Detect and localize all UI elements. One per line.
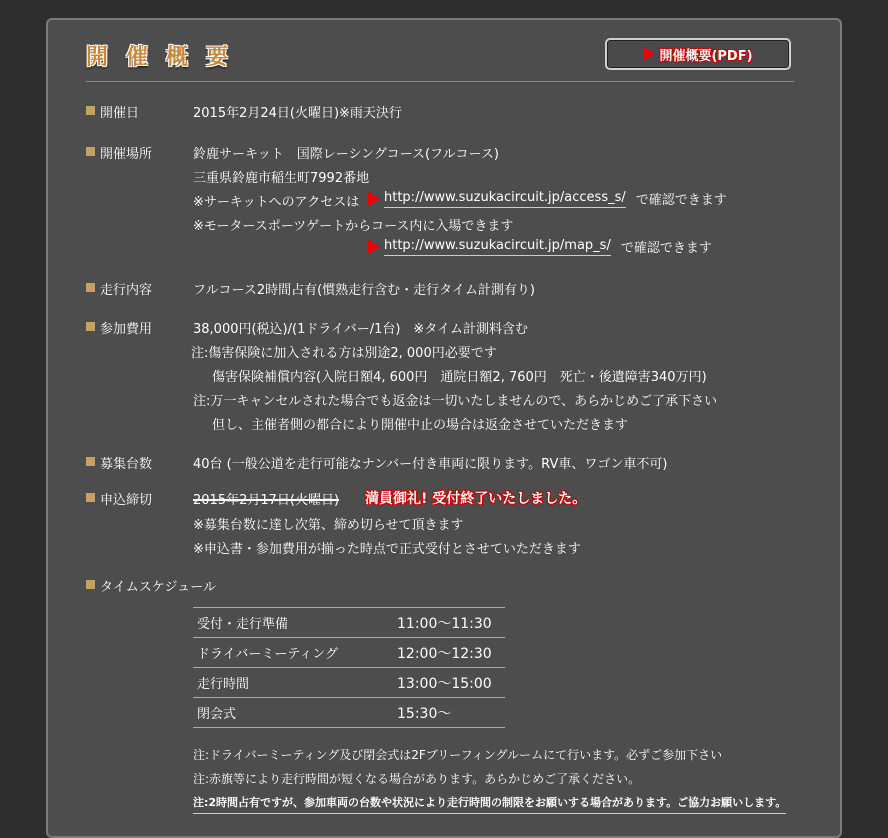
arrow-right-icon [368,240,380,254]
access-prefix: ※サーキットへのアクセスは [193,195,360,210]
schedule-note-limit: 注:2時間占有ですが、参加車両の台数や状況により走行時間の制限をお願いする場合があります。ご協力お願いします。 [193,794,786,814]
access-suffix: で確認できます [635,193,727,208]
schedule-note-briefing: 注:ドライバーミーティング及び閉会式は2Fブリーフィングルームにて行います。必ずご参加下さい [193,748,723,762]
deadline-label: 申込締切 [100,493,153,508]
play-arrow-icon [643,47,655,61]
schedule-time: 15:30〜 [397,698,505,728]
fee-label: 参加費用 [100,322,153,337]
bullet-square-icon [86,322,95,331]
date-value: 2015年2月24日(火曜日)※雨天決行 [193,106,402,121]
schedule-item: ドライバーミーティング [193,638,397,668]
schedule-time: 11:00〜11:30 [397,608,505,638]
fee-note-cancel: 注:万一キャンセルされた場合でも返金は一切いたしませんので、あらかじめご了承下さい [193,394,718,409]
fee-note-coverage: 傷害保険補償内容(入院日額4, 600円 通院日額2, 760円 死亡・後遺障害340万円) [212,370,707,385]
bullet-square-icon [86,580,95,589]
schedule-label: タイムスケジュール [100,580,216,595]
gate-note: ※モータースポーツゲートからコース内に入場できます [193,219,514,234]
schedule-note-redflag: 注:赤旗等により走行時間が短くなる場合があります。あらかじめご了承ください。 [193,772,641,786]
bullet-square-icon [86,283,95,292]
schedule-item: 走行時間 [193,668,397,698]
capacity-value: 40台 (一般公道を走行可能なナンバー付き車両に限ります。RV車、ワゴン車不可) [193,457,668,472]
access-link[interactable] [368,189,727,208]
schedule-table [193,607,505,728]
closed-notice: 満員御礼! 受付終了いたしました。 [365,491,587,507]
venue-label: 開催場所 [100,147,153,162]
fee-note-insurance: 注:傷害保険に加入される方は別途2, 000円必要です [191,346,497,361]
date-label: 開催日 [100,106,140,121]
venue-name: 鈴鹿サーキット 国際レーシングコース(フルコース) [193,147,499,162]
title-divider [86,81,794,82]
content-label: 走行内容 [100,283,153,298]
fee-note-refund: 但し、主催者側の都合により開催中止の場合は返金させていただきます [212,418,629,433]
pdf-button-label: 開催概要(PDF) [659,48,753,64]
page-title: 開催概要 [86,45,247,70]
pdf-download-button[interactable] [605,38,791,70]
content-value: フルコース2時間占有(慣熟走行含む・走行タイム計測有り) [193,283,535,298]
bullet-square-icon [86,106,95,115]
overview-panel [46,18,842,838]
venue-address: 三重県鈴鹿市稲生町7992番地 [193,171,370,186]
table-row [193,698,505,728]
map-suffix: で確認できます [620,241,712,256]
schedule-item: 閉会式 [193,698,397,728]
bullet-square-icon [86,457,95,466]
schedule-time: 12:00〜12:30 [397,638,505,668]
table-row [193,668,505,698]
table-row [193,608,505,638]
map-link[interactable] [368,237,712,256]
capacity-label: 募集台数 [100,457,153,472]
table-row [193,638,505,668]
bullet-square-icon [86,493,95,502]
access-url[interactable]: http://www.suzukacircuit.jp/access_s/ [384,190,626,208]
deadline-old-date: 2015年2月17日(火曜日) [193,493,340,508]
deadline-note-official: ※申込書・参加費用が揃った時点で正式受付とさせていただきます [193,542,581,557]
bullet-square-icon [86,147,95,156]
map-url[interactable]: http://www.suzukacircuit.jp/map_s/ [384,238,611,256]
arrow-right-icon [368,192,380,206]
fee-value: 38,000円(税込)/(1ドライバー/1台) ※タイム計測料含む [193,322,529,337]
schedule-item: 受付・走行準備 [193,608,397,638]
deadline-note-capacity: ※募集台数に達し次第、締め切らせて頂きます [193,518,464,533]
schedule-time: 13:00〜15:00 [397,668,505,698]
